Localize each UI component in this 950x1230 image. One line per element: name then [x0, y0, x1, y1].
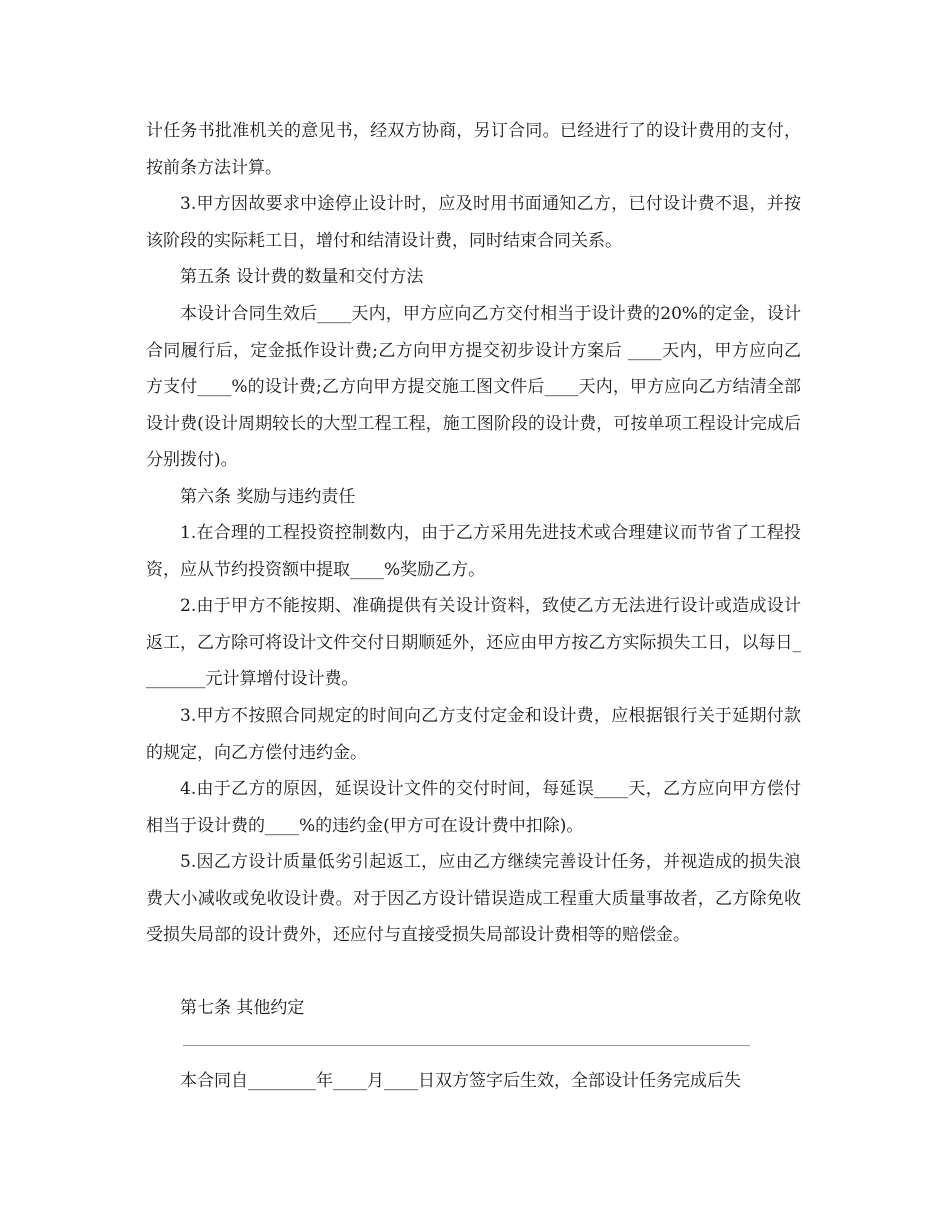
paragraph-clause-1-reward: 1.在合理的工程投资控制数内，由于乙方采用先进技术或合理建议而节省了工程投资，应从节约投资额中提取____%奖励乙方。	[146, 523, 801, 580]
paragraph-clause-5-quality: 5.因乙方设计质量低劣引起返工，应由乙方继续完善设计任务，并视造成的损失浪费大小减收或免收设计费。对于因乙方设计错误造成工程重大质量事故者，乙方除免收受损失局部的设计费外，还应付与直接受损失局部设计费相等的赔偿金。	[146, 852, 801, 946]
horizontal-divider	[183, 1045, 750, 1046]
heading-article-5: 第五条 设计费的数量和交付方法	[180, 267, 424, 287]
paragraph-design-task-continuation: 计任务书批准机关的意见书，经双方协商，另订合同。已经进行了的设计费用的支付，按前条方法计算。	[146, 121, 801, 178]
paragraph-clause-3-late-payment: 3.甲方不按照合同规定的时间向乙方支付定金和设计费，应根据银行关于延期付款的规定，向乙方偿付违约金。	[146, 706, 801, 763]
heading-article-7: 第七条 其他约定	[180, 998, 305, 1018]
paragraph-clause-3-stop-design: 3.甲方因故要求中途停止设计时，应及时用书面通知乙方，已付设计费不退，并按该阶段的实际耗工日，增付和结清设计费，同时结束合同关系。	[146, 194, 801, 251]
paragraph-clause-2-party-a-delay: 2.由于甲方不能按期、准确提供有关设计资料，致使乙方无法进行设计或造成设计返工，乙方除可将设计文件交付日期顺延外，还应由甲方按乙方实际损失工日，以每日________元计算增付设计费。	[146, 596, 801, 690]
heading-article-6: 第六条 奖励与违约责任	[180, 487, 356, 507]
paragraph-design-fee-payment: 本设计合同生效后____天内，甲方应向乙方交付相当于设计费的20%的定金，设计合同履行后，定金抵作设计费;乙方向甲方提交初步设计方案后 ____天内，甲方应向乙方支付____%的设计费;乙方向甲方提交施工图文件后____天内，甲方应向乙方结清全部设计费(设计周期较长的大型工程工程，施工图阶段的设计费，可按单项工程设计完成后分别拨付)。	[146, 304, 801, 471]
paragraph-clause-4-party-b-delay: 4.由于乙方的原因，延误设计文件的交付时间，每延误____天，乙方应向甲方偿付相当于设计费的____%的违约金(甲方可在设计费中扣除)。	[146, 779, 801, 836]
paragraph-contract-effective-date: 本合同自________年____月____日双方签字后生效，全部设计任务完成后失	[180, 1071, 741, 1091]
